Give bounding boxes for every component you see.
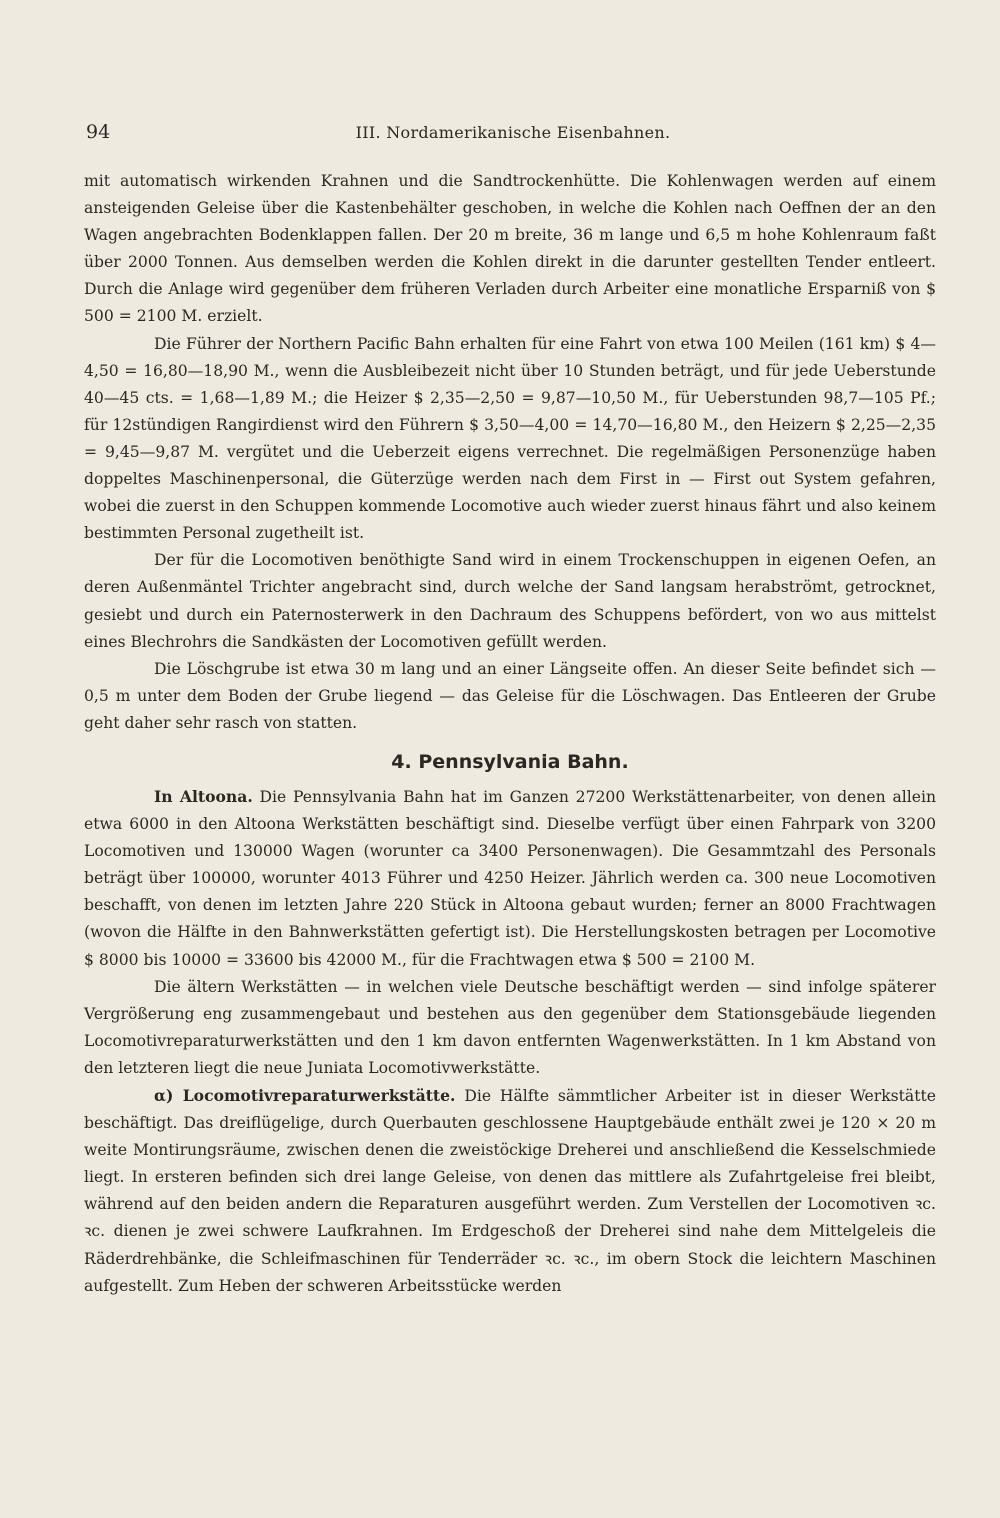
subsection-label: α) Locomotivreparaturwerkstätte. — [154, 1086, 456, 1105]
page-header — [86, 121, 940, 151]
paragraph-old-workshops: Die ältern Werkstätten — in welchen viele Deutsche beschäftigt werden — sind infolge späterer Vergrößerung eng zusammengebaut und bestehen aus den gegenüber dem Stationsgebäude liegenden Locomotivreparaturwerkstätten und den 1 km davon entfernten Wagenwerkstätten. In 1 km Abstand von den letzteren liegt die neue Juniata Locomotivwerkstätte. — [84, 977, 936, 1077]
paragraph-wages: Die Führer der Northern Pacific Bahn erhalten für eine Fahrt von etwa 100 Meilen (161 km) $ 4—4,50 = 16,80—18,90 M., wenn die Ausbleibezeit nicht über 10 Stunden beträgt, und für jede Ueberstunde 40—45 cts. = 1,68—1,89 M.; die Heizer $ 2,35—2,50 = 9,87—10,50 M., für Ueberstunden 98,7—105 Pf.; für 12stündigen Rangirdienst wird den Führern $ 3,50—4,00 = 14,70—16,80 M., den Heizern $ 2,25—2,35 = 9,45—9,87 M. vergütet und die Ueberzeit eigens verrechnet. Die regelmäßigen Personenzüge haben doppeltes Maschinenpersonal, die Güterzüge werden nach dem First in — First out System gefahren, wobei die zuerst in den Schuppen kommende Locomotive auch wieder zuerst hinaus fährt und also keinem bestimmten Personal zugetheilt ist. — [84, 334, 936, 543]
paragraph-altoona — [84, 783, 936, 974]
section-heading: 4. Pennsylvania Bahn. — [391, 750, 629, 773]
paragraph-altoona-text: Die Pennsylvania Bahn hat im Ganzen 27200 Werkstättenarbeiter, von denen allein etwa 6000 in den Altoona Werkstätten beschäftigt sind. Dieselbe verfügt über einen Fahrpark von 3200 Locomotiven und 130000 Wagen (worunter ca 3400 Personenwagen). Die Gesammtzahl des Personals beträgt über 100000, worunter 4013 Führer und 4250 Heizer. Jährlich werden ca. 300 neue Locomotiven beschafft, von denen im letzten Jahre 220 Stück in Altoona gebaut wurden; ferner an 8000 Frachtwagen (wovon die Hälfte in den Bahnwerkstätten gefertigt ist). Die Herstellungskosten betragen per Locomotive $ 8000 bis 10000 = 33600 bis 42000 M., für die Frachtwagen etwa $ 500 = 2100 M. — [84, 787, 936, 969]
paragraph-repair-shop — [84, 1082, 936, 1300]
paragraph-sand-hut: mit automatisch wirkenden Krahnen und die Sandtrockenhütte. Die Kohlenwagen werden auf einem ansteigenden Geleise über die Kastenbehälter geschoben, in welche die Kohlen nach Oeffnen der an den Wagen angebrachten Bodenklappen fallen. Der 20 m breite, 36 m lange und 6,5 m hohe Kohlenraum faßt über 2000 Tonnen. Aus demselben werden die Kohlen direkt in die darunter gestellten Tender entleert. Durch die Anlage wird gegenüber dem früheren Verladen durch Arbeiter eine monatliche Ersparniß von $ 500 = 2100 M. erzielt. — [84, 172, 936, 326]
body-text — [84, 168, 936, 1300]
paragraph-ash-pit: Die Löschgrube ist etwa 30 m lang und an einer Längseite offen. An dieser Seite befindet sich — 0,5 m unter dem Boden der Grube liegend — das Geleise für die Löschwagen. Das Entleeren der Grube geht daher sehr rasch von statten. — [84, 659, 936, 732]
paragraph-sand-drying: Der für die Locomotiven benöthigte Sand wird in einem Trockenschuppen in eigenen Oefen, an deren Außenmäntel Trichter angebracht sind, durch welche der Sand langsam herabströmt, getrocknet, gesiebt und durch ein Paternosterwerk in den Dachraum des Schuppens befördert, von wo aus mittelst eines Blechrohrs die Sandkästen der Locomotiven gefüllt werden. — [84, 551, 936, 651]
running-title: III. Nordamerikanische Eisenbahnen. — [355, 123, 671, 142]
paragraph-repair-shop-text: Die Hälfte sämmtlicher Arbeiter ist in dieser Werkstätte beschäftigt. Das dreiflügelige, durch Querbauten geschlossene Hauptgebäude enthält zwei je 120 × 20 m weite Montirungsräume, zwischen denen die zweistöckige Dreherei und anschließend die Kesselschmiede liegt. In ersteren befinden sich drei lange Geleise, von denen das mittlere als Zufahrtgeleise frei bleibt, während auf den beiden andern die Reparaturen ausgeführt werden. Zum Verstellen der Locomotiven ꝛc. ꝛc. dienen je zwei schwere Laufkrahnen. Im Erdgeschoß der Dreherei sind nahe dem Mittelgeleis die Räderdrehbänke, die Schleifmaschinen für Tenderräder ꝛc. ꝛc., im obern Stock die leichtern Maschinen aufgestellt. Zum Heben der schweren Arbeitsstücke werden — [84, 1087, 936, 1295]
page-number: 94 — [86, 121, 111, 143]
runin-heading: In Altoona. — [154, 786, 253, 806]
